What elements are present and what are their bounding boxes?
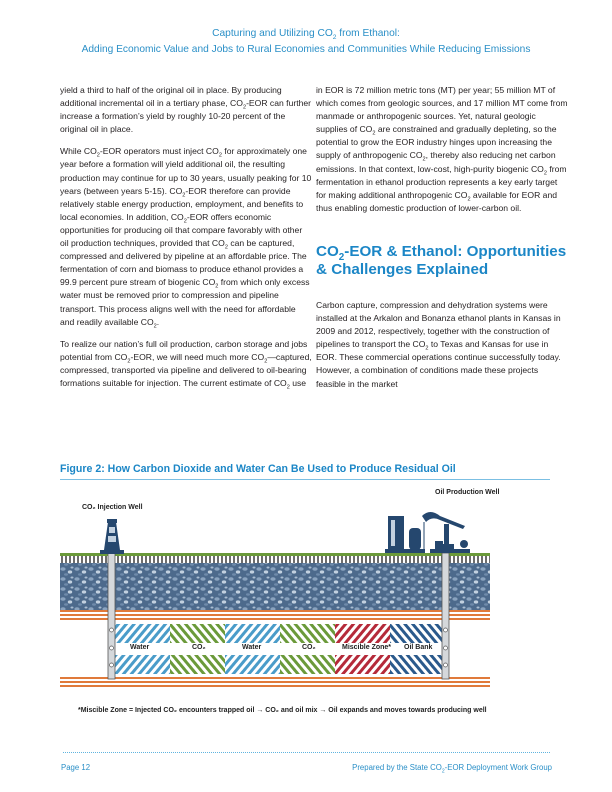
subscript: 2 — [264, 358, 268, 365]
eor-diagram-graphic — [60, 486, 560, 718]
production-well-label: Oil Production Well — [435, 489, 500, 496]
subscript: 2 — [467, 196, 471, 203]
subscript: 2 — [242, 104, 247, 111]
subscript: 2 — [441, 768, 445, 775]
page-number: Page 12 — [61, 763, 91, 772]
left-column — [60, 84, 312, 399]
text: -EOR can further increase a formation’s yield by roughly 10-20 percent of the original oil in place. — [60, 98, 312, 135]
subscript: 2 — [182, 192, 186, 199]
text: for approximately one year before a formation will yield additional oil, the resulting production may continue for up to 30 years, usually peaking for 10 years (between years 5-15). CO — [60, 146, 312, 196]
paragraph — [60, 338, 312, 390]
subscript: 2 — [543, 170, 547, 177]
text: , thereby also reducing net carbon emissions. In that context, low-cost, high-purity biogenic CO — [316, 150, 556, 174]
figure-eor-diagram — [60, 486, 560, 718]
subscript: 2 — [422, 157, 426, 164]
text: While CO — [60, 146, 97, 157]
text: from which only excess water must be removed prior to compression and pipeline transport. This process aligns well with the need for affordable and readily available CO — [60, 277, 310, 327]
footer-credit — [352, 763, 552, 775]
text: -EOR, we will need much more CO — [130, 351, 265, 362]
zone-label-miscible: Miscible Zone* — [342, 644, 392, 651]
figure-footnote: *Miscible Zone = Injected CO₂ encounters trapped oil → CO₂ and oil mix → Oil expands and moves towards producing well — [78, 707, 487, 714]
text: —captured, compressed, transported via pipeline and delivered to oil-bearing formations suitable for injection. The current estimate of CO — [60, 351, 312, 388]
subscript: 2 — [153, 323, 157, 330]
subscript: 2 — [332, 34, 337, 42]
text: . — [156, 316, 160, 327]
paragraph — [60, 145, 312, 328]
zone-label-oil-bank: Oil Bank — [404, 644, 433, 651]
subscript: 2 — [372, 131, 376, 137]
subscript: 2 — [286, 384, 290, 391]
paragraph — [60, 84, 312, 136]
header-text: from Ethanol: — [336, 28, 400, 39]
subscript: 2 — [338, 251, 345, 263]
subscript: 2 — [183, 218, 187, 225]
section-heading — [316, 243, 568, 279]
text: Prepared by the State CO — [352, 763, 442, 772]
text: yield a third to half of the original oil in place. By producing additional incremental oil in a tertiary phase, CO — [60, 85, 282, 109]
paragraph — [316, 299, 568, 391]
text: available for EOR and thus enabling domestic production of lower-carbon oil. — [316, 189, 558, 213]
text: -EOR offers economic opportunities for producing oil that compare favorably with other oil production techniques, provided that CO — [60, 211, 303, 249]
text: in EOR is 72 million metric tons (MT) per year; 55 million MT of which comes from geologic sources, and 17 million MT come from manmade or anthropogenic sources. Yet, natural geologic supplies of CO — [316, 85, 568, 135]
text: -EOR Deployment Work Group — [444, 763, 552, 772]
subscript: 2 — [127, 358, 131, 365]
subscript: 2 — [218, 153, 222, 160]
footer-divider — [63, 752, 550, 753]
text: CO — [316, 242, 339, 260]
text: Carbon capture, compression and dehydration systems were installed at the Arkalon and Bonanza ethanol plants in Kansas in 2009 and 2012, respectively, together with the construction of pipelines to transport the CO — [316, 299, 561, 350]
text: to Texas and Kansas for use in EOR. These commercial operations continue successfully today. However, a combination of conditions made these projects feasible in the market — [316, 339, 561, 389]
running-header-title — [0, 25, 612, 42]
paragraph — [316, 84, 568, 215]
text: can be captured, compressed and delivered by pipeline at an affordable price. The fermentation of corn and biomass to produce ethanol provides a 99.9 percent pure stream of biogenic CO — [60, 238, 307, 288]
injection-well-label: CO₂ Injection Well — [82, 504, 143, 511]
text: use — [289, 377, 307, 388]
subscript: 2 — [425, 345, 429, 352]
text: -EOR operators must inject CO — [99, 146, 219, 157]
text: To realize our nation’s full oil production, carbon storage and jobs potential from CO — [60, 338, 308, 362]
zone-label-water: Water — [130, 644, 150, 651]
header-text: Capturing and Utilizing CO — [212, 28, 333, 39]
text: are constrained and gradually depleting, so the potential to grow the EOR industry hinges upon increasing the supply of anthropogenic CO — [316, 124, 557, 161]
zone-label-water: Water — [242, 644, 262, 651]
right-column — [316, 84, 568, 400]
subscript: 2 — [215, 284, 219, 291]
text: from fermentation in ethanol production represents a key early target for making additional anthropogenic CO — [316, 163, 567, 200]
text: -EOR & Ethanol: Opportunities & Challenges Explained — [316, 242, 567, 278]
subscript: 2 — [96, 153, 100, 160]
running-header-subtitle: Adding Economic Value and Jobs to Rural Economies and Communities While Reducing Emissions — [81, 44, 531, 55]
zone-label-co2: CO₂ — [192, 644, 206, 651]
figure-title: Figure 2: How Carbon Dioxide and Water Can Be Used to Produce Residual Oil — [60, 463, 550, 480]
text: -EOR therefore can provide relatively stable energy production, employment, and benefits to local economies. In addition, CO — [60, 185, 304, 222]
zone-label-co2: CO₂ — [302, 644, 316, 651]
subscript: 2 — [224, 244, 228, 251]
